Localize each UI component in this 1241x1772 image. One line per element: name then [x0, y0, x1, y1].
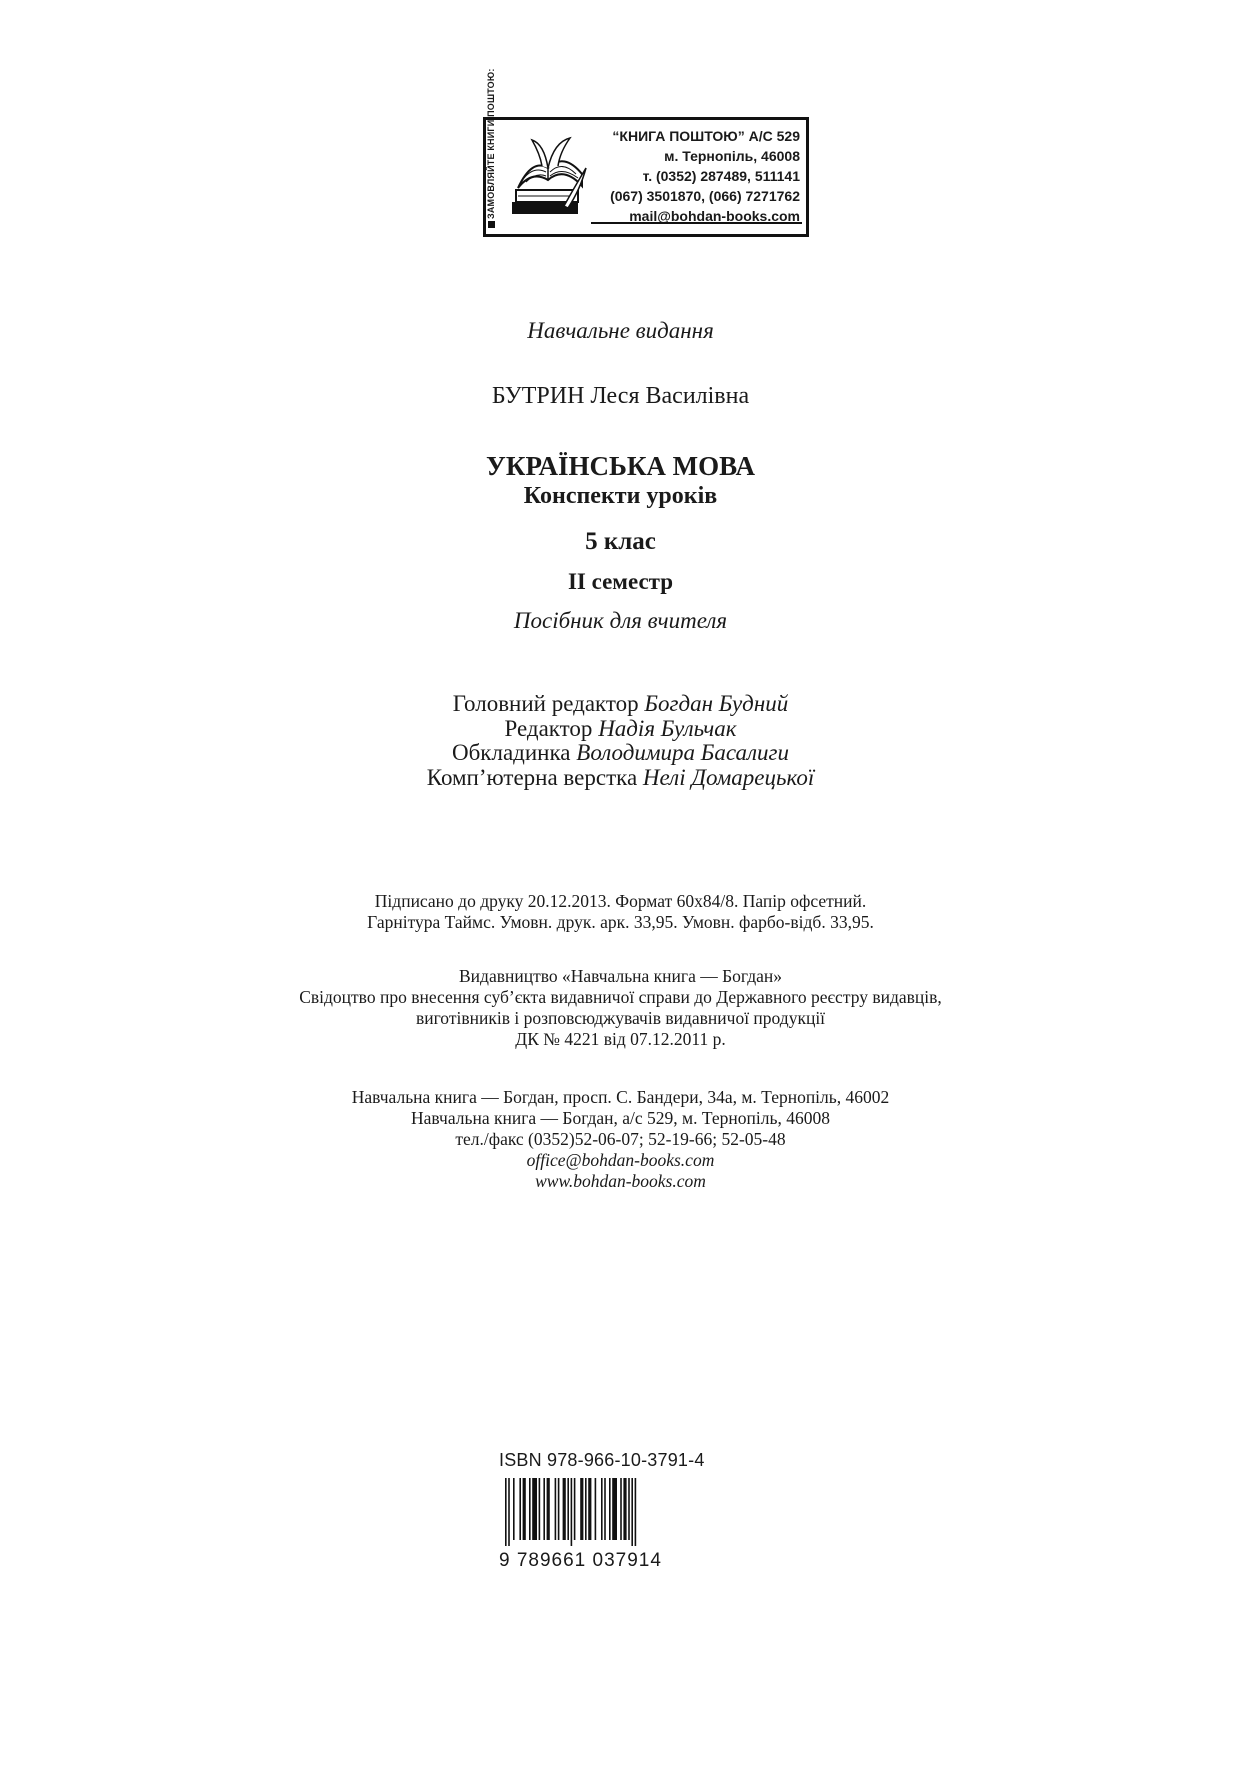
credit-line [0, 692, 1241, 717]
print-details [0, 891, 1241, 933]
publisher-contacts [0, 1087, 1241, 1192]
stamp-side-text: ЗАМОВЛЯЙТЕ КНИГИ ПОШТОЮ: [486, 118, 496, 228]
email-link[interactable]: office@bohdan-books.com [526, 1150, 715, 1170]
barcode-bar [620, 1478, 622, 1540]
barcode-bar [513, 1478, 515, 1540]
barcode-bar [558, 1478, 560, 1540]
stamp-line: “КНИГА ПОШТОЮ” А/С 529 [612, 128, 800, 144]
barcode-bar [508, 1478, 510, 1546]
barcode-bar [505, 1478, 507, 1546]
barcode-bar [519, 1478, 521, 1540]
publisher-line: виготівників і розповсюджувачів видавничої продукції [415, 1008, 826, 1028]
barcode-bar [612, 1478, 617, 1540]
open-book-icon [508, 128, 588, 228]
credit-line [0, 741, 1241, 766]
author-name: БУТРИН Леся Василівна [491, 383, 750, 409]
website-link[interactable]: www.bohdan-books.com [535, 1171, 706, 1191]
phone-line: тел./факс (0352)52-06-07; 52-19-66; 52-05-48 [455, 1129, 786, 1149]
book-purpose: Посібник для вчителя [513, 608, 728, 633]
barcode-bar [543, 1478, 545, 1540]
print-details-line: Гарнітура Таймс. Умовн. друк. арк. 33,95. Умовн. фарбо-відб. 33,95. [367, 912, 874, 932]
stamp-rule [591, 222, 802, 224]
barcode-bar [555, 1478, 557, 1540]
barcode-bar [601, 1478, 603, 1540]
semester-label: ІІ семестр [567, 569, 674, 594]
barcode-digits: 9 789661 037914 [499, 1550, 662, 1571]
credits-block [0, 692, 1241, 790]
address-line: Навчальна книга — Богдан, просп. С. Бандери, 34а, м. Тернопіль, 46002 [351, 1087, 890, 1107]
barcode-bar [523, 1478, 526, 1540]
barcode-bar [623, 1478, 626, 1540]
barcode-bar [604, 1478, 606, 1540]
barcode-bar [529, 1478, 531, 1540]
barcode-bar [574, 1478, 576, 1540]
isbn-label: ISBN 978-966-10-3791-4 [499, 1450, 705, 1470]
barcode-bar [585, 1478, 587, 1540]
publisher-line: ДК № 4221 від 07.12.2011 р. [515, 1029, 726, 1049]
print-details-line: Підписано до друку 20.12.2013. Формат 60х84/8. Папір офсетний. [374, 891, 867, 911]
stamp-side-panel [486, 68, 506, 234]
stamp-contact-lines [610, 126, 800, 226]
stamp-line: т. (0352) 287489, 511141 [642, 168, 800, 184]
barcode-bar [635, 1478, 637, 1546]
stamp-line: (067) 3501870, (066) 7271762 [610, 188, 800, 204]
barcode-bar [571, 1478, 573, 1546]
barcode-bar [609, 1478, 611, 1540]
publisher-info [0, 966, 1241, 1050]
barcode-bar [631, 1478, 633, 1546]
credit-line [0, 717, 1241, 742]
barcode-bar [539, 1478, 541, 1540]
credit-role: Комп’ютерна верстка [426, 764, 638, 790]
barcode-bar [567, 1478, 569, 1540]
book-title: УКРАЇНСЬКА МОВА [486, 451, 755, 481]
publisher-line: Свідоцтво про внесення суб’єкта видавничої справи до Державного реєстру видавців, [299, 987, 942, 1007]
mail-order-stamp [483, 68, 809, 237]
barcode-bar [532, 1478, 537, 1540]
credit-person: Володимира Басалиги [576, 740, 789, 765]
book-subtitle: Конспекти уроків [523, 483, 718, 509]
credit-person: Надія Бульчак [598, 715, 737, 741]
grade-label: 5 клас [585, 528, 656, 555]
barcode-bar [563, 1478, 566, 1540]
credit-person: Нелі Домарецької [642, 764, 815, 790]
barcode-bar [588, 1478, 591, 1540]
stamp-line: м. Тернопіль, 46008 [664, 148, 800, 164]
barcode-bar [580, 1478, 583, 1540]
address-line: Навчальна книга — Богдан, а/с 529, м. Тернопіль, 46008 [411, 1108, 830, 1128]
credit-person: Богдан Будний [644, 691, 789, 716]
stamp-line: mail@bohdan-books.com [629, 208, 800, 224]
edition-type: Навчальне видання [527, 318, 714, 343]
credit-role: Головний редактор [452, 691, 639, 716]
credit-role: Редактор [504, 715, 593, 741]
credit-line [0, 766, 1241, 791]
barcode-bar [595, 1478, 597, 1540]
barcode-bar [547, 1478, 550, 1540]
barcode-icon [503, 1478, 673, 1546]
credit-role: Обкладинка [451, 740, 571, 765]
publisher-line: Видавництво «Навчальна книга — Богдан» [459, 966, 782, 986]
barcode-bar [628, 1478, 630, 1540]
